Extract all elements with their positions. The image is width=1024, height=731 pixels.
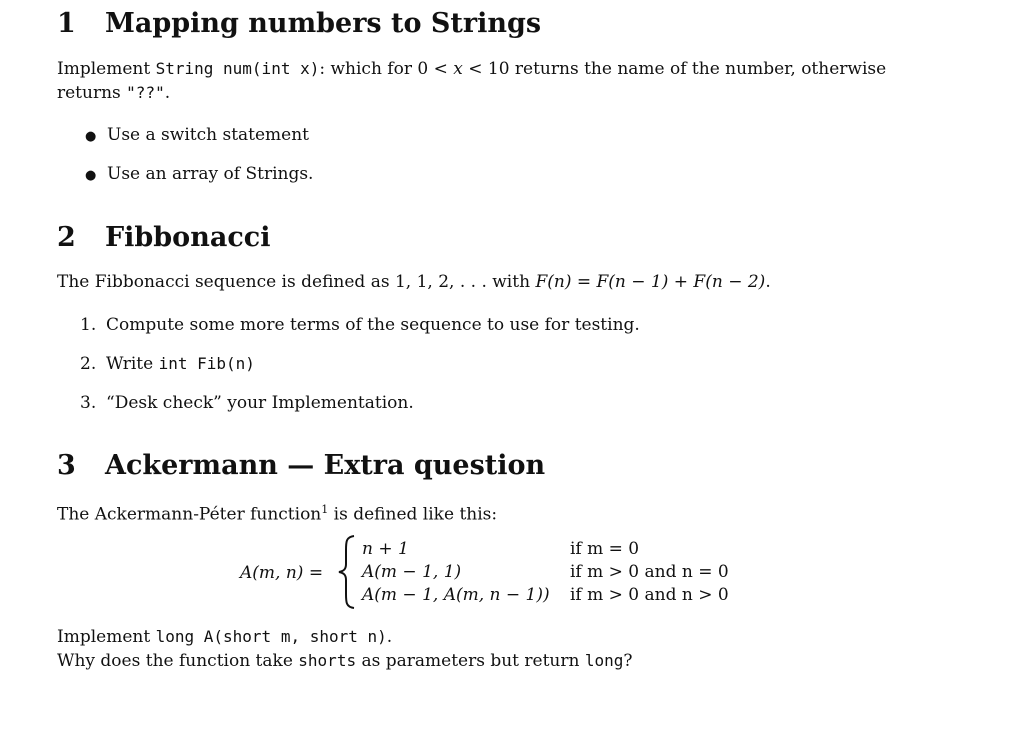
bullet-item: [85, 163, 313, 187]
left-brace-icon: [334, 534, 360, 610]
section-1-heading: [57, 8, 541, 39]
code-signature: long A(short m, short n): [155, 627, 387, 646]
bullet-text: Use a switch statement: [107, 125, 310, 145]
code-type: shorts: [298, 651, 357, 670]
text: : which for 0 <: [319, 59, 454, 79]
section-title: Mapping numbers to Strings: [105, 8, 542, 39]
enum-item: [80, 353, 255, 375]
text: .: [765, 272, 771, 292]
footnote-marker: 1: [321, 503, 329, 516]
function-lhs: A(m, n) =: [240, 563, 324, 583]
code-signature: String num(int x): [155, 59, 320, 78]
code-literal: "??": [126, 83, 165, 102]
case-expression: n + 1: [362, 539, 409, 559]
bullet-icon: ●: [85, 129, 97, 144]
section-number: 2: [57, 222, 76, 253]
text: ?: [623, 651, 633, 671]
text: Implement: [57, 59, 156, 79]
bullet-text: Use an array of Strings.: [107, 164, 314, 184]
section-3-outro-line-1: [57, 626, 392, 648]
case-condition: if m > 0 and n > 0: [570, 585, 729, 605]
enum-number: 2.: [80, 354, 97, 374]
bullet-item: [85, 124, 309, 148]
case-expression: A(m − 1, 1): [362, 562, 462, 582]
section-number: 3: [57, 450, 76, 481]
section-3-heading: [57, 450, 545, 481]
case-condition: if m > 0 and n = 0: [570, 562, 729, 582]
section-3-outro-line-2: [57, 650, 633, 672]
enum-text: Compute some more terms of the sequence to use for testing.: [106, 315, 640, 335]
section-2-intro: [57, 271, 771, 293]
case-condition: if m = 0: [570, 539, 640, 559]
enum-text: “Desk check” your Implementation.: [106, 393, 414, 413]
bullet-icon: ●: [85, 168, 97, 183]
enum-item: [80, 392, 414, 414]
text: The Ackermann-Péter function: [57, 504, 322, 525]
text: Implement: [57, 627, 156, 647]
fib-formula: F(n) = F(n − 1) + F(n − 2): [535, 272, 766, 292]
code-type: long: [584, 651, 624, 670]
case-expression: A(m − 1, A(m, n − 1)): [362, 585, 550, 605]
section-title: Ackermann — Extra question: [105, 450, 546, 481]
text: Why does the function take: [57, 651, 299, 671]
enum-text: Write: [106, 354, 159, 374]
text: .: [164, 83, 171, 103]
enum-number: 1.: [80, 315, 97, 335]
text: .: [386, 627, 393, 647]
section-title: Fibbonacci: [105, 222, 271, 253]
text: < 10 returns the name of the number, otherwise: [462, 59, 887, 79]
text: returns: [57, 83, 127, 103]
enum-number: 3.: [80, 393, 97, 413]
math-var: x: [453, 59, 463, 79]
section-2-heading: [57, 222, 270, 253]
section-3-intro: [57, 499, 497, 526]
section-number: 1: [57, 8, 76, 39]
section-1-intro-line-1: [57, 58, 886, 80]
code-signature: int Fib(n): [158, 354, 255, 373]
text: as parameters but return: [356, 651, 585, 671]
text: is defined like this:: [328, 504, 498, 525]
text: The Fibbonacci sequence is defined as 1, 1, 2, . . . with: [57, 272, 536, 292]
enum-item: [80, 314, 640, 336]
section-1-intro-line-2: [57, 82, 170, 104]
